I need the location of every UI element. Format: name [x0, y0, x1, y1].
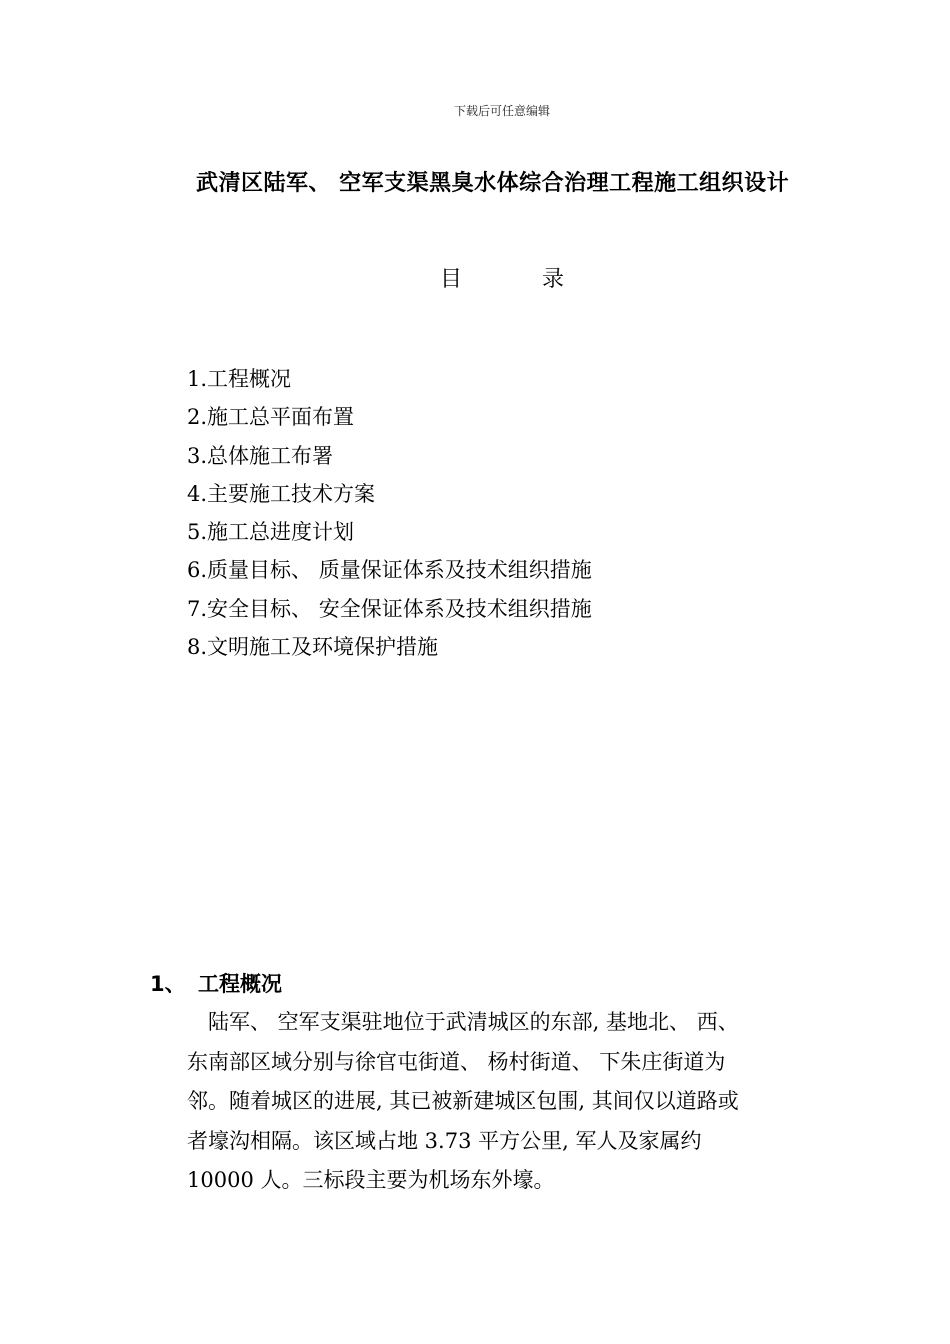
section-title: 工程概况: [198, 972, 282, 996]
toc-item: 8.文明施工及环境保护措施: [187, 635, 439, 660]
toc-heading: [440, 262, 564, 293]
toc-item: 3.总体施工布署: [187, 443, 334, 468]
section-number: 1、: [150, 972, 186, 996]
body-line: 10000 人。三标段主要为机场东外壕。: [187, 1168, 555, 1192]
document-title: 武清区陆军、 空军支渠黑臭水体综合治理工程施工组织设计: [196, 171, 790, 196]
body-line: 陆军、 空军支渠驻地位于武清城区的东部, 基地北、 西、: [187, 1010, 739, 1034]
body-line: 东南部区域分别与徐官屯街道、 杨村街道、 下朱庄街道为: [187, 1049, 726, 1074]
body-line: 邻。随着城区的进展, 其已被新建城区包围, 其间仅以道路或: [187, 1089, 739, 1113]
toc-item: 2.施工总平面布置: [187, 405, 355, 430]
toc-item: 1.工程概况: [187, 367, 292, 391]
toc-item: 6.质量目标、 质量保证体系及技术组织措施: [187, 558, 592, 583]
toc-heading-left: 目: [440, 267, 463, 292]
section-body: [187, 1003, 837, 1201]
toc-item: 7.安全目标、 安全保证体系及技术组织措施: [187, 596, 592, 621]
toc-heading-right: 录: [542, 267, 565, 292]
toc-item: 5.施工总进度计划: [187, 520, 355, 545]
toc-item: 4.主要施工技术方案: [187, 481, 376, 506]
table-of-contents: [187, 360, 592, 666]
section-heading: [150, 968, 282, 998]
header-note: 下载后可任意编辑: [453, 104, 550, 118]
body-line: 者壕沟相隔。该区域占地 3.73 平方公里, 军人及家属约: [187, 1128, 702, 1153]
